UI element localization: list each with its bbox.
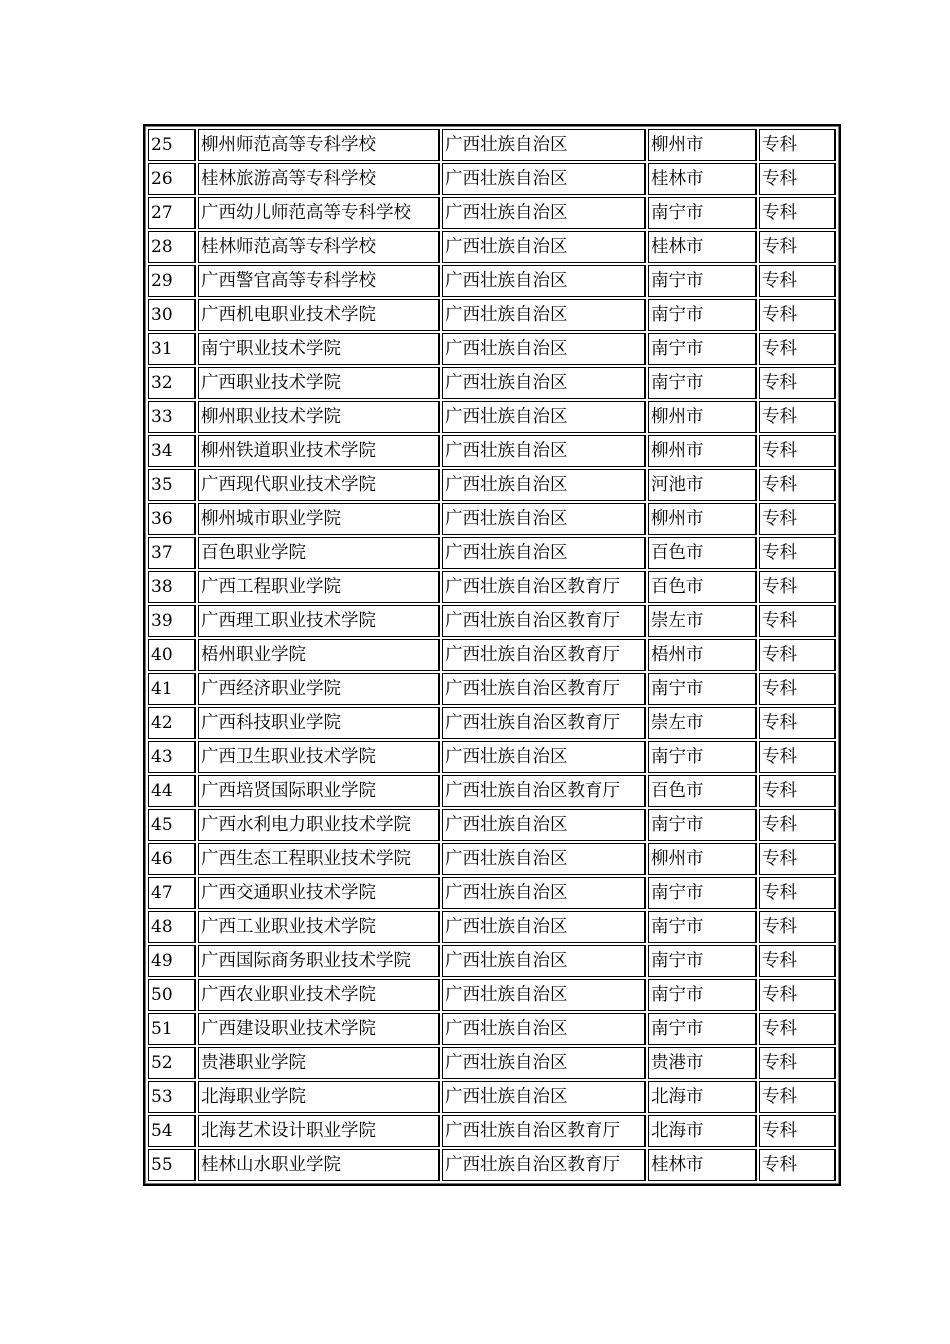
table-row xyxy=(148,265,836,297)
school-name-cell: 柳州职业技术学院 xyxy=(198,401,440,433)
row-number-cell: 44 xyxy=(148,775,196,807)
table-row xyxy=(148,503,836,535)
city-cell: 北海市 xyxy=(648,1081,757,1113)
school-name-cell: 百色职业学院 xyxy=(198,537,440,569)
row-number-cell: 38 xyxy=(148,571,196,603)
table-row xyxy=(148,435,836,467)
row-number-cell: 54 xyxy=(148,1115,196,1147)
authority-cell: 广西壮族自治区 xyxy=(442,197,646,229)
table-row xyxy=(148,605,836,637)
school-name-cell: 广西卫生职业技术学院 xyxy=(198,741,440,773)
level-cell: 专科 xyxy=(759,741,836,773)
row-number-cell: 34 xyxy=(148,435,196,467)
school-name-cell: 广西交通职业技术学院 xyxy=(198,877,440,909)
row-number-cell: 33 xyxy=(148,401,196,433)
city-cell: 南宁市 xyxy=(648,367,757,399)
school-name-cell: 南宁职业技术学院 xyxy=(198,333,440,365)
table-row xyxy=(148,1081,836,1113)
level-cell: 专科 xyxy=(759,945,836,977)
row-number-cell: 43 xyxy=(148,741,196,773)
city-cell: 百色市 xyxy=(648,537,757,569)
row-number-cell: 48 xyxy=(148,911,196,943)
level-cell: 专科 xyxy=(759,265,836,297)
row-number-cell: 52 xyxy=(148,1047,196,1079)
authority-cell: 广西壮族自治区教育厅 xyxy=(442,707,646,739)
city-cell: 南宁市 xyxy=(648,1013,757,1045)
level-cell: 专科 xyxy=(759,979,836,1011)
school-name-cell: 广西理工职业技术学院 xyxy=(198,605,440,637)
table-row xyxy=(148,741,836,773)
level-cell: 专科 xyxy=(759,129,836,161)
row-number-cell: 47 xyxy=(148,877,196,909)
city-cell: 桂林市 xyxy=(648,163,757,195)
school-name-cell: 广西生态工程职业技术学院 xyxy=(198,843,440,875)
table-row xyxy=(148,401,836,433)
row-number-cell: 37 xyxy=(148,537,196,569)
level-cell: 专科 xyxy=(759,809,836,841)
table-row xyxy=(148,129,836,161)
level-cell: 专科 xyxy=(759,333,836,365)
level-cell: 专科 xyxy=(759,469,836,501)
city-cell: 南宁市 xyxy=(648,809,757,841)
table-row xyxy=(148,469,836,501)
city-cell: 南宁市 xyxy=(648,741,757,773)
row-number-cell: 32 xyxy=(148,367,196,399)
row-number-cell: 41 xyxy=(148,673,196,705)
school-name-cell: 桂林师范高等专科学校 xyxy=(198,231,440,263)
authority-cell: 广西壮族自治区 xyxy=(442,1013,646,1045)
authority-cell: 广西壮族自治区 xyxy=(442,333,646,365)
authority-cell: 广西壮族自治区 xyxy=(442,469,646,501)
authority-cell: 广西壮族自治区教育厅 xyxy=(442,605,646,637)
level-cell: 专科 xyxy=(759,911,836,943)
city-cell: 南宁市 xyxy=(648,265,757,297)
city-cell: 北海市 xyxy=(648,1115,757,1147)
row-number-cell: 40 xyxy=(148,639,196,671)
table-row xyxy=(148,571,836,603)
table-row xyxy=(148,1149,836,1181)
authority-cell: 广西壮族自治区 xyxy=(442,537,646,569)
city-cell: 百色市 xyxy=(648,775,757,807)
school-name-cell: 北海艺术设计职业学院 xyxy=(198,1115,440,1147)
school-name-cell: 广西工业职业技术学院 xyxy=(198,911,440,943)
school-name-cell: 广西职业技术学院 xyxy=(198,367,440,399)
city-cell: 南宁市 xyxy=(648,911,757,943)
school-name-cell: 贵港职业学院 xyxy=(198,1047,440,1079)
table-row xyxy=(148,979,836,1011)
level-cell: 专科 xyxy=(759,707,836,739)
school-name-cell: 广西工程职业学院 xyxy=(198,571,440,603)
table-row xyxy=(148,639,836,671)
school-name-cell: 桂林山水职业学院 xyxy=(198,1149,440,1181)
city-cell: 柳州市 xyxy=(648,129,757,161)
row-number-cell: 53 xyxy=(148,1081,196,1113)
level-cell: 专科 xyxy=(759,163,836,195)
row-number-cell: 46 xyxy=(148,843,196,875)
level-cell: 专科 xyxy=(759,605,836,637)
authority-cell: 广西壮族自治区教育厅 xyxy=(442,1115,646,1147)
school-name-cell: 梧州职业学院 xyxy=(198,639,440,671)
level-cell: 专科 xyxy=(759,537,836,569)
row-number-cell: 39 xyxy=(148,605,196,637)
level-cell: 专科 xyxy=(759,1081,836,1113)
school-name-cell: 柳州铁道职业技术学院 xyxy=(198,435,440,467)
school-table xyxy=(146,127,838,1183)
city-cell: 百色市 xyxy=(648,571,757,603)
row-number-cell: 31 xyxy=(148,333,196,365)
school-name-cell: 广西建设职业技术学院 xyxy=(198,1013,440,1045)
row-number-cell: 35 xyxy=(148,469,196,501)
city-cell: 崇左市 xyxy=(648,605,757,637)
city-cell: 河池市 xyxy=(648,469,757,501)
level-cell: 专科 xyxy=(759,401,836,433)
city-cell: 南宁市 xyxy=(648,197,757,229)
city-cell: 南宁市 xyxy=(648,877,757,909)
city-cell: 贵港市 xyxy=(648,1047,757,1079)
city-cell: 柳州市 xyxy=(648,503,757,535)
authority-cell: 广西壮族自治区 xyxy=(442,1047,646,1079)
authority-cell: 广西壮族自治区 xyxy=(442,945,646,977)
table-row xyxy=(148,163,836,195)
school-name-cell: 广西机电职业技术学院 xyxy=(198,299,440,331)
table-row xyxy=(148,877,836,909)
city-cell: 南宁市 xyxy=(648,333,757,365)
city-cell: 柳州市 xyxy=(648,435,757,467)
authority-cell: 广西壮族自治区 xyxy=(442,367,646,399)
city-cell: 南宁市 xyxy=(648,979,757,1011)
school-name-cell: 广西科技职业学院 xyxy=(198,707,440,739)
level-cell: 专科 xyxy=(759,503,836,535)
school-table-frame xyxy=(143,124,841,1186)
table-row xyxy=(148,673,836,705)
table-row xyxy=(148,231,836,263)
authority-cell: 广西壮族自治区 xyxy=(442,741,646,773)
school-name-cell: 广西国际商务职业技术学院 xyxy=(198,945,440,977)
school-name-cell: 广西农业职业技术学院 xyxy=(198,979,440,1011)
school-name-cell: 广西现代职业技术学院 xyxy=(198,469,440,501)
authority-cell: 广西壮族自治区教育厅 xyxy=(442,1149,646,1181)
row-number-cell: 36 xyxy=(148,503,196,535)
level-cell: 专科 xyxy=(759,435,836,467)
authority-cell: 广西壮族自治区教育厅 xyxy=(442,639,646,671)
school-name-cell: 广西警官高等专科学校 xyxy=(198,265,440,297)
authority-cell: 广西壮族自治区 xyxy=(442,401,646,433)
authority-cell: 广西壮族自治区 xyxy=(442,299,646,331)
row-number-cell: 26 xyxy=(148,163,196,195)
level-cell: 专科 xyxy=(759,1115,836,1147)
table-row xyxy=(148,197,836,229)
table-row xyxy=(148,945,836,977)
school-name-cell: 广西水利电力职业技术学院 xyxy=(198,809,440,841)
row-number-cell: 49 xyxy=(148,945,196,977)
authority-cell: 广西壮族自治区 xyxy=(442,809,646,841)
city-cell: 柳州市 xyxy=(648,401,757,433)
table-row xyxy=(148,707,836,739)
city-cell: 南宁市 xyxy=(648,945,757,977)
city-cell: 南宁市 xyxy=(648,673,757,705)
school-name-cell: 广西幼儿师范高等专科学校 xyxy=(198,197,440,229)
table-row xyxy=(148,843,836,875)
authority-cell: 广西壮族自治区 xyxy=(442,163,646,195)
school-name-cell: 广西经济职业学院 xyxy=(198,673,440,705)
row-number-cell: 45 xyxy=(148,809,196,841)
school-name-cell: 柳州师范高等专科学校 xyxy=(198,129,440,161)
authority-cell: 广西壮族自治区 xyxy=(442,979,646,1011)
row-number-cell: 27 xyxy=(148,197,196,229)
authority-cell: 广西壮族自治区教育厅 xyxy=(442,775,646,807)
table-row xyxy=(148,537,836,569)
level-cell: 专科 xyxy=(759,367,836,399)
row-number-cell: 50 xyxy=(148,979,196,1011)
table-row xyxy=(148,367,836,399)
authority-cell: 广西壮族自治区 xyxy=(442,1081,646,1113)
level-cell: 专科 xyxy=(759,299,836,331)
row-number-cell: 29 xyxy=(148,265,196,297)
table-row xyxy=(148,1115,836,1147)
city-cell: 崇左市 xyxy=(648,707,757,739)
table-row xyxy=(148,299,836,331)
level-cell: 专科 xyxy=(759,571,836,603)
table-row xyxy=(148,1013,836,1045)
table-row xyxy=(148,911,836,943)
table-row xyxy=(148,775,836,807)
school-name-cell: 北海职业学院 xyxy=(198,1081,440,1113)
authority-cell: 广西壮族自治区 xyxy=(442,265,646,297)
authority-cell: 广西壮族自治区教育厅 xyxy=(442,571,646,603)
city-cell: 柳州市 xyxy=(648,843,757,875)
city-cell: 梧州市 xyxy=(648,639,757,671)
level-cell: 专科 xyxy=(759,1149,836,1181)
school-name-cell: 柳州城市职业学院 xyxy=(198,503,440,535)
city-cell: 桂林市 xyxy=(648,1149,757,1181)
level-cell: 专科 xyxy=(759,775,836,807)
city-cell: 桂林市 xyxy=(648,231,757,263)
level-cell: 专科 xyxy=(759,1013,836,1045)
row-number-cell: 25 xyxy=(148,129,196,161)
level-cell: 专科 xyxy=(759,1047,836,1079)
level-cell: 专科 xyxy=(759,673,836,705)
table-row xyxy=(148,333,836,365)
school-name-cell: 桂林旅游高等专科学校 xyxy=(198,163,440,195)
row-number-cell: 30 xyxy=(148,299,196,331)
city-cell: 南宁市 xyxy=(648,299,757,331)
authority-cell: 广西壮族自治区 xyxy=(442,503,646,535)
level-cell: 专科 xyxy=(759,843,836,875)
authority-cell: 广西壮族自治区 xyxy=(442,877,646,909)
row-number-cell: 28 xyxy=(148,231,196,263)
authority-cell: 广西壮族自治区 xyxy=(442,435,646,467)
authority-cell: 广西壮族自治区 xyxy=(442,231,646,263)
level-cell: 专科 xyxy=(759,231,836,263)
row-number-cell: 55 xyxy=(148,1149,196,1181)
level-cell: 专科 xyxy=(759,639,836,671)
authority-cell: 广西壮族自治区 xyxy=(442,843,646,875)
table-row xyxy=(148,1047,836,1079)
authority-cell: 广西壮族自治区 xyxy=(442,911,646,943)
school-name-cell: 广西培贤国际职业学院 xyxy=(198,775,440,807)
school-table-body xyxy=(148,129,836,1181)
table-row xyxy=(148,809,836,841)
authority-cell: 广西壮族自治区 xyxy=(442,129,646,161)
row-number-cell: 42 xyxy=(148,707,196,739)
row-number-cell: 51 xyxy=(148,1013,196,1045)
level-cell: 专科 xyxy=(759,197,836,229)
authority-cell: 广西壮族自治区教育厅 xyxy=(442,673,646,705)
level-cell: 专科 xyxy=(759,877,836,909)
